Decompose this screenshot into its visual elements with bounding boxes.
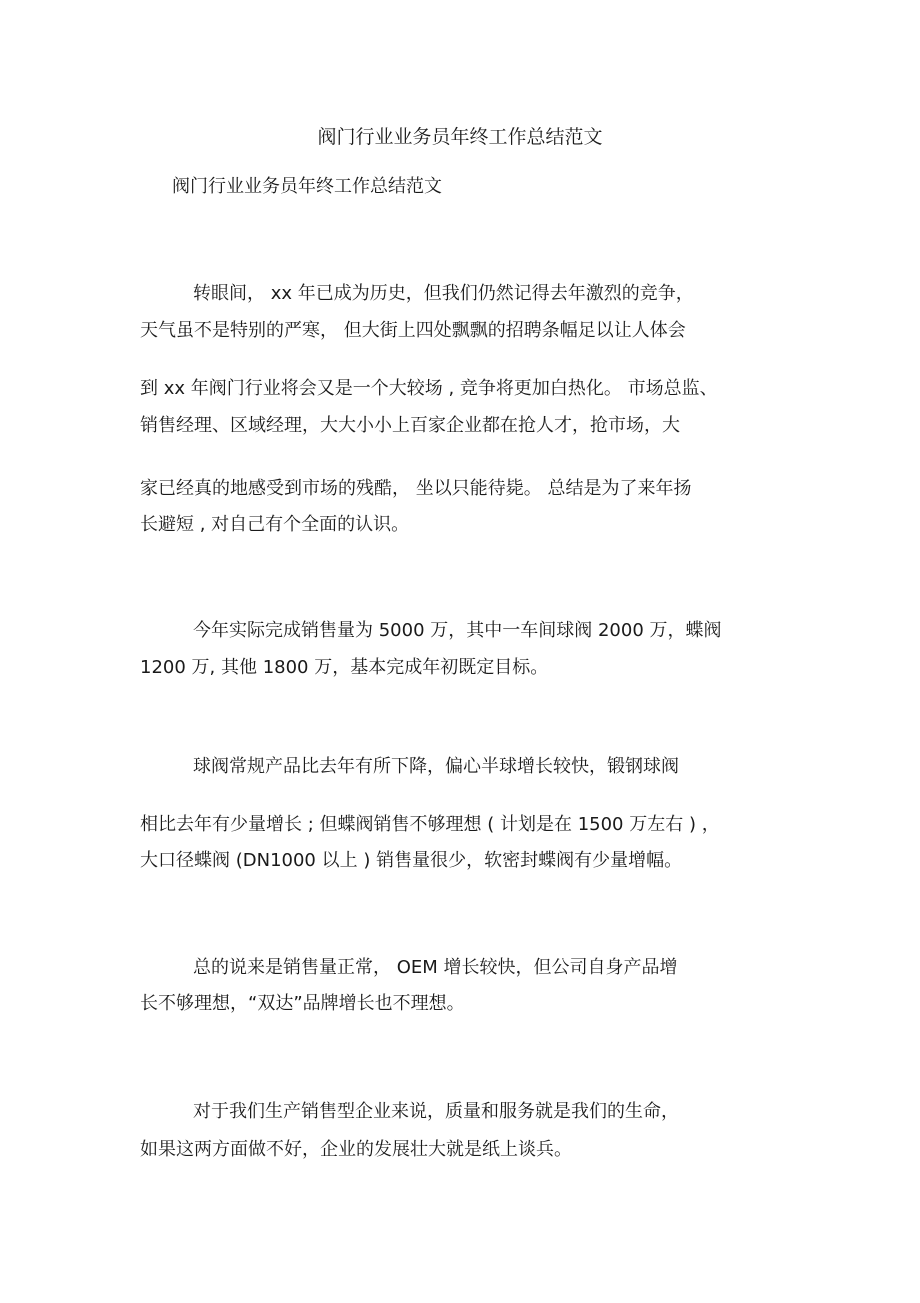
paragraph-3-line-3: 大口径蝶阀 (DN1000 以上 ) 销售量很少，软密封蝶阀有少量增幅。 xyxy=(140,850,683,871)
paragraph-5-line-2: 如果这两方面做不好，企业的发展壮大就是纸上谈兵。 xyxy=(140,1139,572,1160)
paragraph-1-line-5: 家已经真的地感受到市场的残酷， 坐以只能待毙。 总结是为了来年扬 xyxy=(140,478,692,499)
paragraph-1-line-4: 销售经理、区域经理，大大小小上百家企业都在抢人才，抢市场，大 xyxy=(140,415,680,436)
paragraph-1-line-2: 天气虽不是特别的严寒， 但大街上四处飘飘的招聘条幅足以让人体会 xyxy=(140,320,686,341)
document-title: 阀门行业业务员年终工作总结范文 xyxy=(317,126,603,148)
paragraph-3-line-1: 球阀常规产品比去年有所下降，偏心半球增长较快，锻钢球阀 xyxy=(193,756,679,777)
paragraph-1-line-6: 长避短 , 对自己有个全面的认识。 xyxy=(140,514,410,535)
paragraph-4-line-1: 总的说来是销售量正常， OEM 增长较快，但公司自身产品增 xyxy=(193,957,678,978)
paragraph-2-line-2: 1200 万, 其他 1800 万，基本完成年初既定目标。 xyxy=(140,657,549,678)
paragraph-2-line-1: 今年实际完成销售量为 5000 万，其中一车间球阀 2000 万，蝶阀 xyxy=(193,620,722,641)
document-subtitle: 阀门行业业务员年终工作总结范文 xyxy=(172,176,442,197)
paragraph-1-line-1: 转眼间， xx 年已成为历史，但我们仍然记得去年激烈的竞争， xyxy=(193,283,694,304)
paragraph-4-line-2: 长不够理想，“双达”品牌增长也不理想。 xyxy=(140,993,465,1014)
paragraph-5-line-1: 对于我们生产销售型企业来说，质量和服务就是我们的生命， xyxy=(193,1101,679,1122)
paragraph-1-line-3: 到 xx 年阀门行业将会又是一个大较场 , 竞争将更加白热化。 市场总监、 xyxy=(140,378,718,399)
paragraph-3-line-2: 相比去年有少量增长 ; 但蝶阀销售不够理想 ( 计划是在 1500 万左右 ) ， xyxy=(140,814,720,835)
